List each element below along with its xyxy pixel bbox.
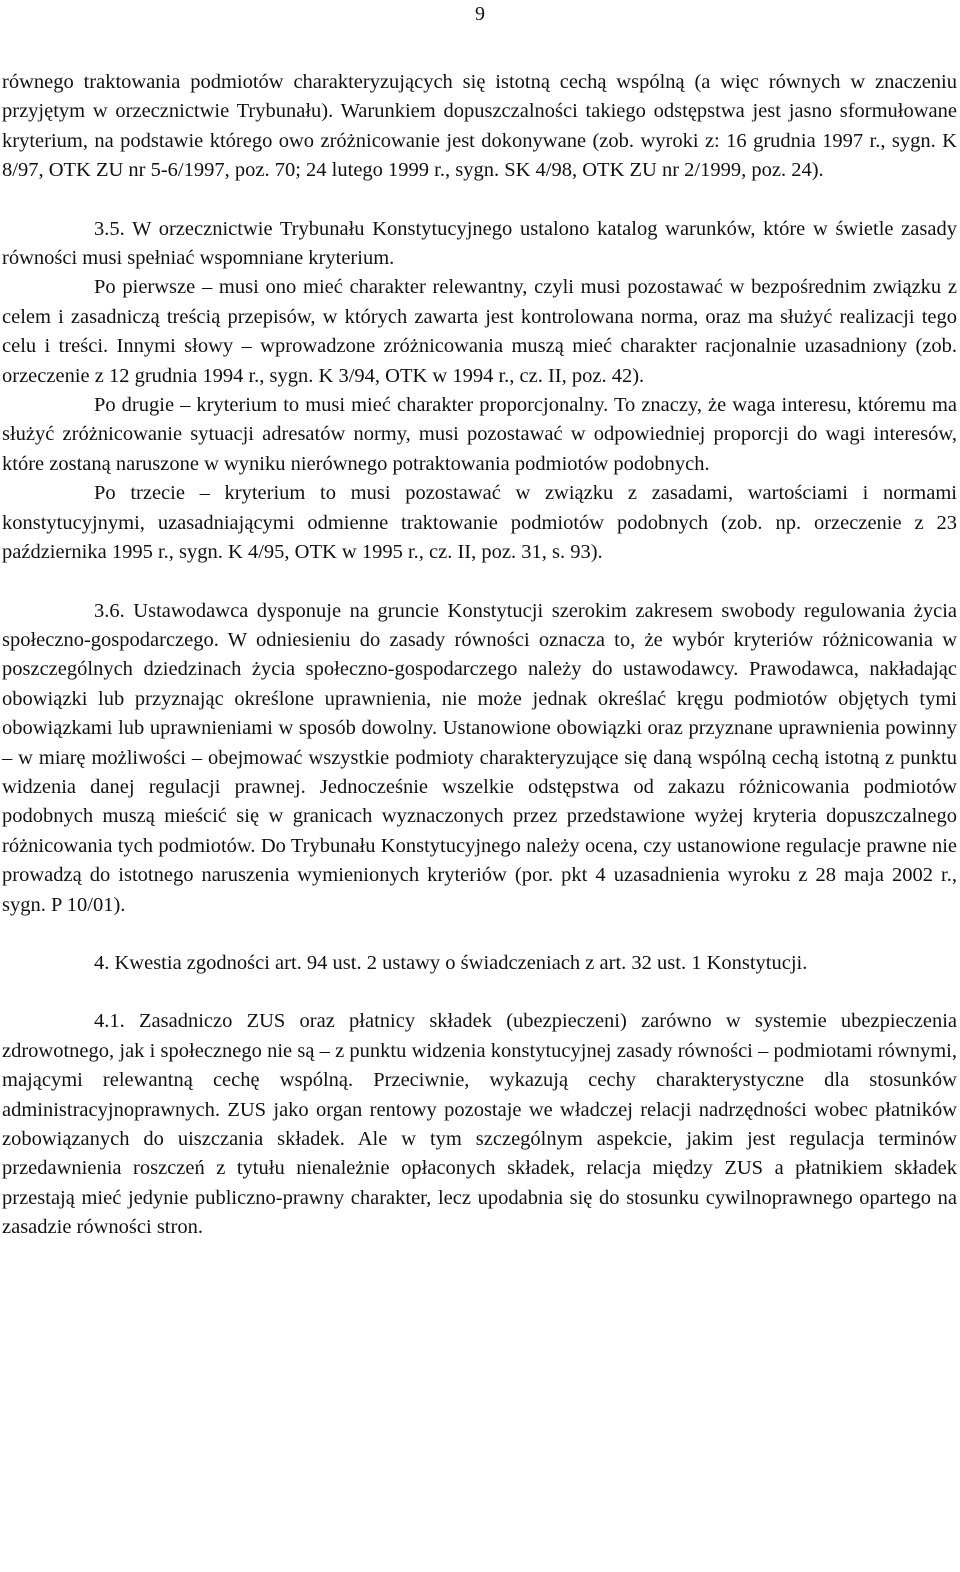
paragraph-3-5: 3.5. W orzecznictwie Trybunału Konstytucyjnego ustalono katalog warunków, które w świetle zasady równości musi spełniać wspomniane kryterium. — [2, 217, 957, 270]
paragraph-third-criterion: Po trzecie – kryterium to musi pozostawać w związku z zasadami, wartościami i normami konstytucyjnymi, uzasadniającymi odmienne traktowanie podmiotów podobnych (zob. np. orzeczenie z 23 października 1995 r., sygn. K 4/95, OTK w 1995 r., cz. II, poz. 31, s. 93). — [2, 482, 957, 564]
paragraph-continuation: równego traktowania podmiotów charakteryzujących się istotną cechą wspólną (a więc równych w znaczeniu przyjętym w orzecznictwie Trybunału). Warunkiem dopuszczalności takiego odstępstwa jest jasno sformułowane kryterium, na podstawie którego owo zróżnicowanie jest dokonywane (zob. wyroki z: 16 grudnia 1997 r., sygn. K 8/97, OTK ZU nr 5-6/1997, poz. 70; 24 lutego 1999 r., sygn. SK 4/98, OTK ZU nr 2/1999, poz. 24). — [2, 71, 957, 182]
paragraph-4-1: 4.1. Zasadniczo ZUS oraz płatnicy składek (ubezpieczeni) zarówno w systemie ubezpieczenia zdrowotnego, jak i społecznego nie są – z punktu widzenia konstytucyjnej zasady równości – podmiotami równymi, mającymi relewantną cechę wspólną. Przeciwnie, wykazują cechy charakterystyczne dla stosunków administracyjnoprawnych. ZUS jako organ rentowy pozostaje we władczej relacji nadrzędności wobec płatników zobowiązanych do uiszczania składek. Ale w tym szczególnym aspekcie, jakim jest regulacja terminów przedawnienia roszczeń z tytułu nienależnie opłaconych składek, relacja między ZUS a płatnikiem składek przestają mieć jedynie publiczno-prawny charakter, lecz upodabnia się do stosunku cywilnoprawnego opartego na zasadzie równości stron. — [2, 1010, 957, 1239]
paragraph-first-criterion: Po pierwsze – musi ono mieć charakter relewantny, czyli musi pozostawać w bezpośrednim związku z celem i zasadniczą treścią przepisów, w których zawarta jest kontrolowana norma, oraz ma służyć realizacji tego celu i treści. Innymi słowy – wprowadzone zróżnicowania muszą mieć charakter racjonalnie uzasadniony (zob. orzeczenie z 12 grudnia 1994 r., sygn. K 3/94, OTK w 1994 r., cz. II, poz. 42). — [2, 276, 957, 387]
body-text — [2, 68, 957, 1243]
paragraph-3-6: 3.6. Ustawodawca dysponuje na gruncie Konstytucji szerokim zakresem swobody regulowania życia społeczno-gospodarczego. W odniesieniu do zasady równości oznacza to, że wybór kryteriów różnicowania w poszczególnych dziedzinach życia społeczno-gospodarczego należy do ustawodawcy. Prawodawca, nakładając obowiązki lub przyznając określone uprawnienia, nie może jednak określać kręgu podmiotów objętych tymi obowiązkami lub uprawnieniami w sposób dowolny. Ustanowione obowiązki oraz przyznane uprawnienia powinny – w miarę możliwości – obejmować wszystkie podmioty charakteryzujące się daną wspólną cechą istotną z punktu widzenia danej regulacji prawnej. Jednocześnie wszelkie odstępstwa od zakazu różnicowania podmiotów podobnych muszą mieścić się w granicach wyznaczonych przez przedstawione wyżej kryteria dopuszczalnego różnicowania tych podmiotów. Do Trybunału Konstytucyjnego należy ocena, czy ustanowione regulacje prawne nie prowadzą do istotnego naruszenia wymienionych kryteriów (por. pkt 4 uzasadnienia wyroku z 28 maja 2002 r., sygn. P 10/01). — [2, 599, 957, 916]
paragraph-second-criterion: Po drugie – kryterium to musi mieć charakter proporcjonalny. To znaczy, że waga interesu, któremu ma służyć zróżnicowanie sytuacji adresatów normy, musi pozostawać w odpowiedniej proporcji do wagi interesów, które zostaną naruszone w wyniku nierównego potraktowania podmiotów podobnych. — [2, 394, 957, 475]
section-heading-4: 4. Kwestia zgodności art. 94 ust. 2 ustawy o świadczeniach z art. 32 ust. 1 Konstytucji. — [94, 951, 808, 974]
page-number: 9 — [475, 3, 485, 25]
